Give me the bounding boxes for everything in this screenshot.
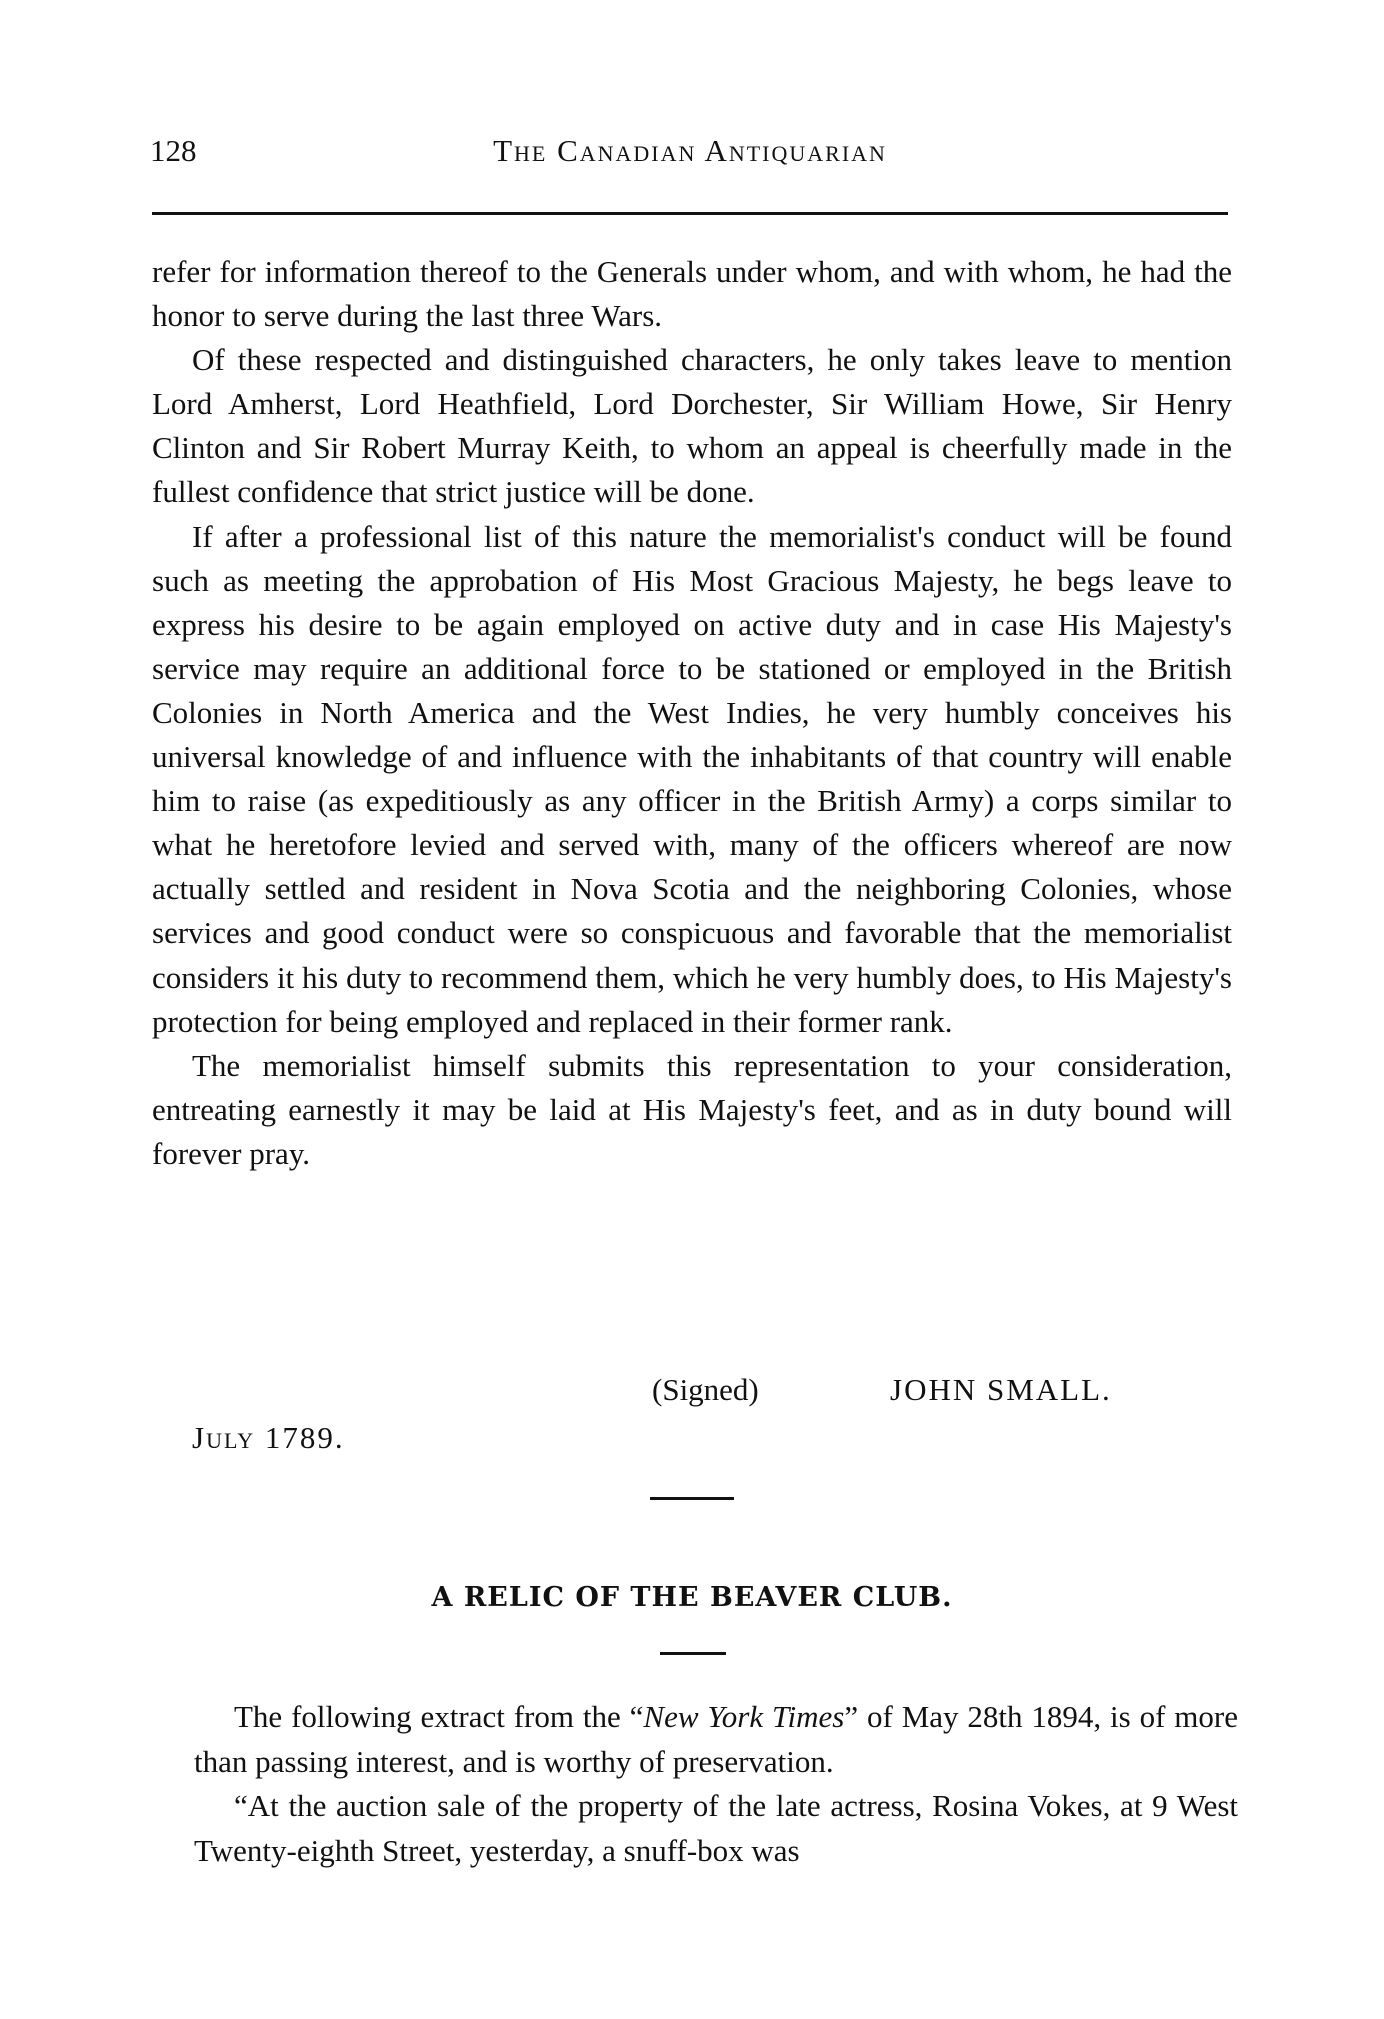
memorial-paragraph: Of these respected and distinguished characters, he only takes leave to mention Lord Amherst, Lord Heathfield, Lord Dorchester, Sir William Howe, Sir Henry Clinton and Sir Robert Murray Keith, to whom an appeal is cheerfully made in the fullest confidence that strict justice will be done. [152,342,1232,510]
running-title: The Canadian Antiquarian [493,133,887,168]
page-header [150,133,1230,173]
article-text-fragment: The following extract from the “ [234,1699,644,1734]
signature-line [0,1372,1384,1416]
memorial-paragraph: The memorialist himself submits this representation to your consideration, entreating earnestly it may be laid at His Majesty's feet, and as in duty bound will forever pray. [152,1047,1232,1171]
memorial-paragraph: If after a professional list of this nature the memorialist's conduct will be found such as meeting the approbation of His Most Gracious Majesty, he begs leave to express his desire to be again employed on active duty and in case His Majesty's service may require an additional force to be stationed or employed in the British Colonies in North America and the West Indies, he very humbly conceives his universal knowledge of and influence with the inhabitants of that country will enable him to raise (as expeditiously as any officer in the British Army) a corps similar to what he heretofore levied and served with, many of the officers whereof are now actually settled and resident in Nova Scotia and the neighboring Colonies, whose services and good conduct were so conspicuous and favorable that the memorialist considers it his duty to recommend them, which he very humbly does, to His Majesty's protection for being employed and replaced in their former rank. [152,518,1232,1039]
section-title: A RELIC OF THE BEAVER CLUB. [431,1582,953,1613]
signer-name: JOHN SMALL. [890,1372,1112,1407]
header-rule [152,212,1228,215]
article-paragraph [194,1695,1238,1784]
title-underline [660,1652,726,1655]
memorial-date: July 1789. [192,1420,345,1455]
signed-label: (Signed) [652,1372,759,1407]
page-number: 128 [150,133,197,168]
article-paragraph: “At the auction sale of the property of the late actress, Rosina Vokes, at 9 West Twenty-eighth Street, yesterday, a snuff-box was [194,1788,1238,1868]
article-text [194,1695,1238,1873]
memorial-text [152,250,1232,1176]
memorial-paragraph: refer for information thereof to the Generals under whom, and with whom, he had the honor to serve during the last three Wars. [152,254,1232,334]
article-text-fragment: ” of May 28th 1894, is of more than passing interest, and is worthy of preservation. [194,1699,1238,1779]
section-divider [650,1497,734,1500]
newspaper-title: New York Times [643,1699,845,1734]
